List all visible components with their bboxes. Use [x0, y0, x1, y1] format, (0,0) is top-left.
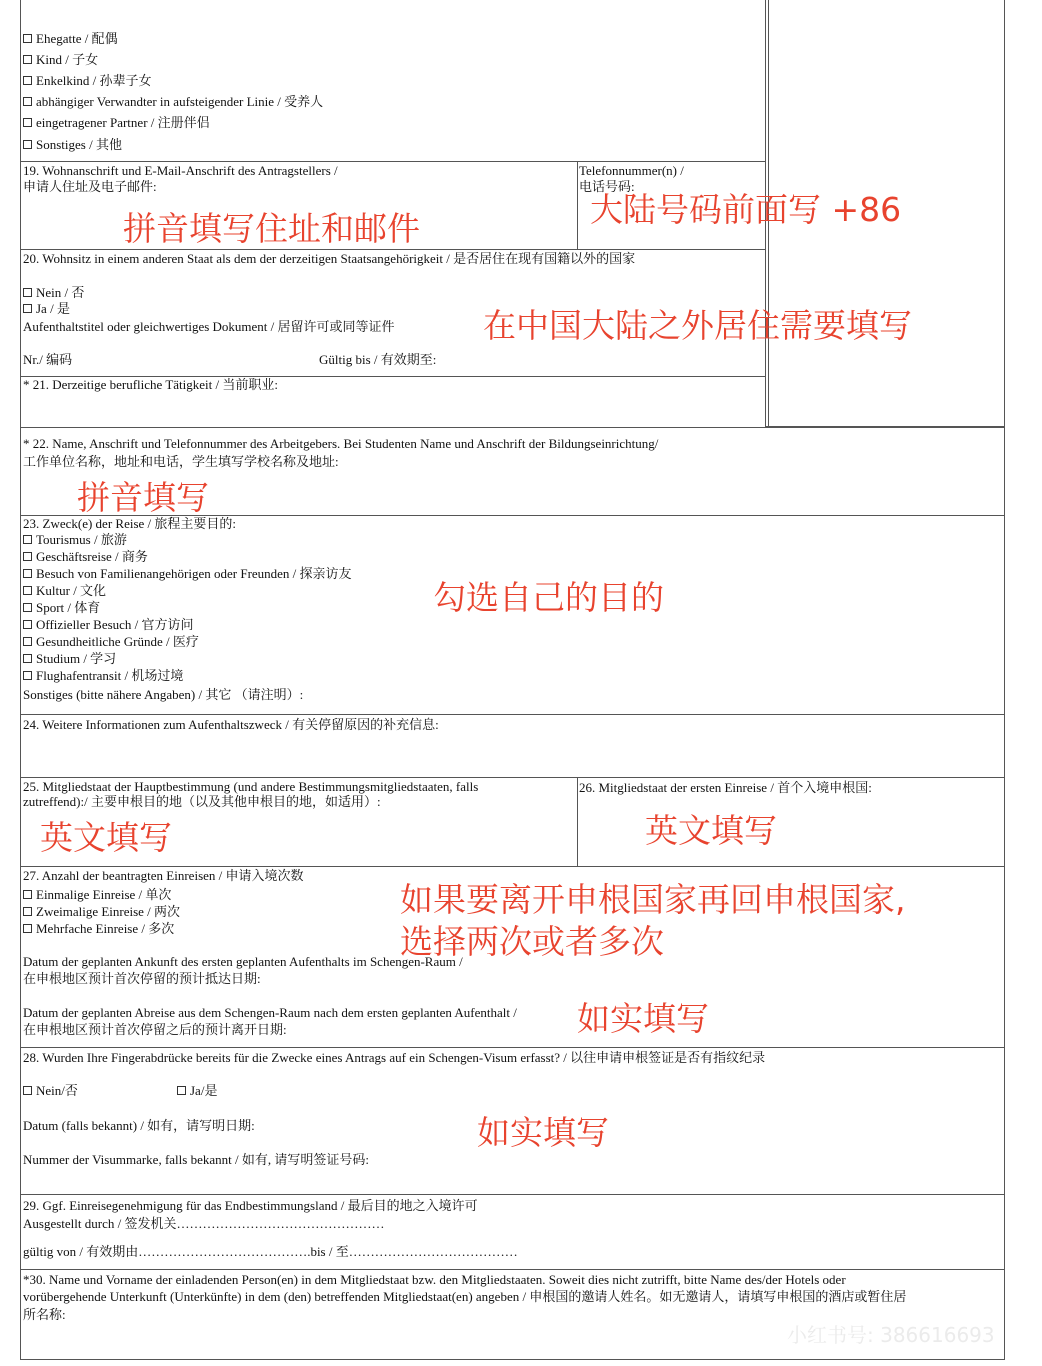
annotation-entries-line1: 如果要离开申根国家再回申根国家, — [400, 880, 906, 919]
form-bottom-border — [20, 1359, 1005, 1360]
checkbox[interactable] — [23, 552, 32, 561]
checkbox[interactable] — [23, 569, 32, 578]
departure-date-label: Datum der geplanten Abreise aus dem Schengen-Raum nach dem ersten geplanten Aufenthalt / — [23, 1005, 517, 1020]
checkbox[interactable] — [23, 603, 32, 612]
option-label: Geschäftsreise / 商务 — [36, 549, 148, 564]
checkbox-option-partner[interactable] — [23, 114, 210, 131]
fingerprint-date-label: Datum (falls bekannt) / 如有，请写明日期: — [23, 1118, 255, 1133]
annotation-residence: 在中国大陆之外居住需要填写 — [483, 306, 912, 345]
option-label: Kind / 子女 — [36, 52, 99, 67]
checkbox-purpose-official[interactable] — [23, 616, 194, 633]
checkbox[interactable] — [23, 535, 32, 544]
checkbox-purpose-business[interactable] — [23, 548, 148, 565]
section-24-label: 24. Weitere Informationen zum Aufenthaltszweck / 有关停留原因的补充信息: — [23, 717, 439, 732]
option-label: Ja / 是 — [36, 301, 70, 316]
form-right-border — [1004, 0, 1005, 1360]
annotation-destination: 英文填写 — [40, 818, 172, 857]
checkbox-purpose-culture[interactable] — [23, 582, 106, 599]
checkbox-residence-no[interactable] — [23, 284, 84, 301]
visa-number-label: Nummer der Visummarke, falls bekannt / 如有, 请写明签证号码: — [23, 1152, 369, 1167]
checkbox[interactable] — [23, 34, 32, 43]
option-label: Gesundheitliche Gründe / 医疗 — [36, 634, 199, 649]
permit-label: Aufenthaltstitel oder gleichwertiges Dokument / 居留许可或同等证件 — [23, 319, 395, 334]
checkbox-option-grandchild[interactable] — [23, 72, 152, 89]
checkbox[interactable] — [23, 890, 32, 899]
annotation-first-entry: 英文填写 — [645, 811, 777, 850]
section-19-label-cn: 申请人住址及电子邮件: — [23, 179, 157, 194]
phone-label: Telefonnummer(n) / — [579, 163, 684, 178]
checkbox[interactable] — [23, 118, 32, 127]
option-label: Ja/是 — [190, 1083, 218, 1098]
section-23-label: 23. Zweck(e) der Reise / 旅程主要目的: — [23, 516, 237, 531]
checkbox[interactable] — [23, 637, 32, 646]
checkbox[interactable] — [23, 620, 32, 629]
option-label: Studium / 学习 — [36, 651, 117, 666]
section-27-label: 27. Anzahl der beantragten Einreisen / 申请入境次数 — [23, 868, 304, 883]
section-30-label: *30. Name und Vorname der einladenden Person(en) in dem Mitgliedstaat bzw. den Mitgliedstaaten. Soweit dies nicht zutrifft, bitte Name des/der Hotels oder — [23, 1272, 846, 1287]
section-22-label: * 22. Name, Anschrift und Telefonnummer des Arbeitgebers. Bei Studenten Name und Anschrift der Bildungseinrichtung/ — [23, 436, 659, 451]
checkbox-purpose-transit[interactable] — [23, 667, 183, 684]
option-label: Flughafentransit / 机场过境 — [36, 668, 184, 683]
option-label: Offizieller Besuch / 官方访问 — [36, 617, 194, 632]
checkbox-purpose-visit[interactable] — [23, 565, 352, 582]
checkbox-option-spouse[interactable] — [23, 30, 118, 47]
section-26-label: 26. Mitgliedstaat der ersten Einreise / 首个入境申根国: — [579, 780, 872, 795]
checkbox-fingerprints-yes[interactable] — [177, 1082, 217, 1099]
issued-by-label: Ausgestellt durch / 签发机关………………………………………… — [23, 1216, 385, 1231]
checkbox[interactable] — [23, 907, 32, 916]
section-25-label: 25. Mitgliedstaat der Hauptbestimmung (und andere Bestimmungsmitgliedstaaten, falls — [23, 779, 479, 794]
checkbox[interactable] — [23, 55, 32, 64]
option-label: Kultur / 文化 — [36, 583, 107, 598]
checkbox-option-child[interactable] — [23, 51, 98, 68]
purpose-other-label: Sonstiges (bitte nähere Angaben) / 其它 （请注明）: — [23, 687, 304, 702]
checkbox[interactable] — [23, 140, 32, 149]
section-28-label: 28. Wurden Ihre Fingerabdrücke bereits für die Zwecke eines Antrags auf ein Schengen-Visum erfasst? / 以往申请申根签证是否有指纹纪录 — [23, 1050, 766, 1065]
option-label: Besuch von Familienangehörigen oder Freunden / 探亲访友 — [36, 566, 352, 581]
section-25-label-cn: zutreffend):/ 主要申根目的地（以及其他申根目的地，如适用）: — [23, 794, 381, 809]
divider-28 — [20, 1047, 1005, 1048]
checkbox[interactable] — [177, 1086, 186, 1095]
divider-22-top — [20, 427, 1005, 428]
phone-label-cn: 电话号码: — [579, 179, 635, 194]
option-label: abhängiger Verwandter in aufsteigender Linie / 受养人 — [36, 94, 324, 109]
checkbox[interactable] — [23, 304, 32, 313]
arrival-date-label: Datum der geplanten Ankunft des ersten geplanten Aufenthalts im Schengen-Raum / — [23, 954, 463, 969]
permit-valid-label: Gültig bis / 有效期至: — [319, 352, 437, 367]
checkbox[interactable] — [23, 924, 32, 933]
watermark: 小红书号: 386616693 — [787, 1323, 995, 1347]
checkbox-purpose-tourism[interactable] — [23, 531, 127, 548]
annotation-entries-line2: 选择两次或者多次 — [400, 922, 664, 961]
annotation-purpose: 勾选自己的目的 — [433, 578, 664, 617]
section-22-label-cn: 工作单位名称，地址和电话，学生填写学校名称及地址: — [23, 454, 339, 469]
checkbox-entries-multiple[interactable] — [23, 920, 174, 937]
option-label: Nein/否 — [36, 1083, 78, 1098]
checkbox-option-other[interactable] — [23, 136, 122, 153]
checkbox-purpose-medical[interactable] — [23, 633, 199, 650]
checkbox[interactable] — [23, 97, 32, 106]
option-label: Zweimalige Einreise / 两次 — [36, 904, 181, 919]
checkbox[interactable] — [23, 586, 32, 595]
permit-number-label: Nr./ 编码 — [23, 352, 73, 367]
annotation-dates: 如实填写 — [577, 999, 709, 1038]
option-label: Enkelkind / 孙辈子女 — [36, 73, 152, 88]
option-label: Ehegatte / 配偶 — [36, 31, 118, 46]
annotation-address: 拼音填写住址和邮件 — [123, 209, 420, 248]
permit-validity-label: gültig von / 有效期由………………………………….bis / 至………………………………… — [23, 1244, 518, 1259]
divider-26-left — [577, 777, 578, 866]
section-29-label: 29. Ggf. Einreisegenehmigung für das Endbestimmungsland / 最后目的地之入境许可 — [23, 1198, 478, 1213]
checkbox[interactable] — [23, 654, 32, 663]
checkbox-option-dependent[interactable] — [23, 93, 323, 110]
arrival-date-label-cn: 在申根地区预计首次停留的预计抵达日期: — [23, 971, 261, 986]
checkbox-residence-yes[interactable] — [23, 300, 70, 317]
checkbox-entries-single[interactable] — [23, 886, 171, 903]
checkbox-fingerprints-no[interactable] — [23, 1082, 78, 1099]
checkbox[interactable] — [23, 671, 32, 680]
checkbox-purpose-sport[interactable] — [23, 599, 100, 616]
departure-date-label-cn: 在申根地区预计首次停留之后的预计离开日期: — [23, 1022, 287, 1037]
option-label: Sonstiges / 其他 — [36, 137, 122, 152]
section-30-label-line3: 所名称: — [23, 1307, 66, 1322]
form-left-border — [20, 0, 21, 1360]
option-label: Sport / 体育 — [36, 600, 101, 615]
checkbox[interactable] — [23, 1086, 32, 1095]
checkbox-purpose-study[interactable] — [23, 650, 116, 667]
option-label: Tourismus / 旅游 — [36, 532, 127, 547]
option-label: Nein / 否 — [36, 285, 85, 300]
divider-24 — [20, 714, 1005, 715]
section-20-label: 20. Wohnsitz in einem anderen Staat als dem der derzeitigen Staatsangehörigkeit / 是否居住在现有国籍以外的国家 — [23, 251, 636, 266]
annotation-phone: 大陆号码前面写 +86 — [590, 190, 902, 229]
option-label: Einmalige Einreise / 单次 — [36, 887, 172, 902]
section-21-label: * 21. Derzeitige berufliche Tätigkeit / 当前职业: — [23, 377, 278, 392]
section-30-label-line2: vorübergehende Unterkunft (Unterkünfte) in dem (den) betreffenden Mitgliedstaat(en) angeben / 申根国的邀请人姓名。如无邀请人，请填写申根国的酒店或暂住居 — [23, 1289, 907, 1304]
divider-19-phone — [577, 161, 578, 249]
annotation-employer: 拼音填写 — [77, 478, 209, 517]
annotation-fingerprints: 如实填写 — [477, 1113, 609, 1152]
section-19-label: 19. Wohnanschrift und E-Mail-Anschrift des Antragstellers / — [23, 163, 338, 178]
divider-30 — [20, 1269, 1005, 1270]
divider-29 — [20, 1194, 1005, 1195]
option-label: Mehrfache Einreise / 多次 — [36, 921, 175, 936]
checkbox[interactable] — [23, 76, 32, 85]
checkbox[interactable] — [23, 288, 32, 297]
option-label: eingetragener Partner / 注册伴侣 — [36, 115, 210, 130]
checkbox-entries-double[interactable] — [23, 903, 180, 920]
